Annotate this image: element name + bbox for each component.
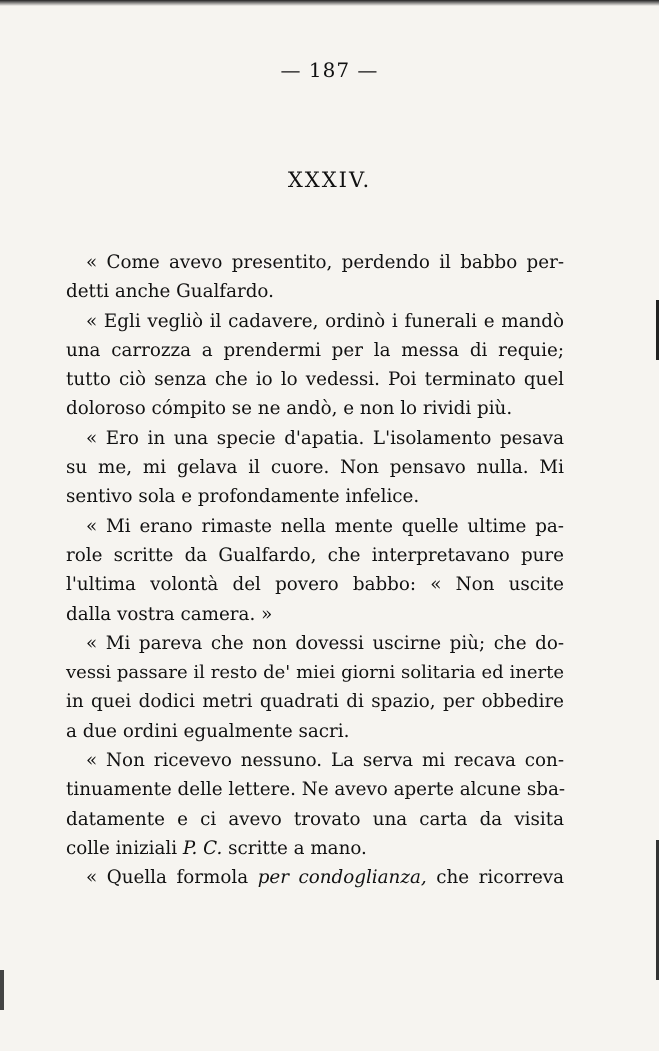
- text-line: su me, mi gelava il cuore. Non pensavo nulla. Mi: [66, 457, 564, 479]
- text-line: tinuamente delle lettere. Ne avevo aperte alcune sba-: [66, 779, 566, 801]
- text-line: « Ero in una specie d'apatia. L'isolamento pesava: [86, 427, 564, 449]
- text-line: dalla vostra camera. »: [66, 603, 273, 625]
- text-line: role scritte da Gualfardo, che interpretavano pure: [66, 544, 564, 566]
- text-line: una carrozza a prendermi per la messa di requie;: [66, 339, 564, 361]
- italic-phrase: per condoglianza,: [257, 867, 427, 889]
- text-line: vessi passare il resto de' miei giorni solitaria ed inerte: [66, 662, 564, 684]
- page-edge-mark: [0, 970, 4, 1010]
- page-top-shadow: [0, 0, 659, 6]
- text-line: [66, 834, 564, 863]
- text-line: [66, 863, 564, 892]
- text-fragment: « Quella formola: [86, 867, 258, 889]
- text-line: in quei dodici metri quadrati di spazio, per obbedire: [66, 691, 564, 713]
- text-fragment: scritte a mano.: [222, 837, 367, 859]
- text-fragment: che ricorreva: [426, 867, 565, 889]
- text-line: tutto ciò senza che io lo vedessi. Poi terminato quel: [66, 369, 564, 391]
- text-line: detti anche Gualfardo.: [66, 281, 274, 303]
- page-number: — 187 —: [280, 58, 379, 82]
- text-fragment: colle iniziali: [66, 837, 183, 859]
- text-line: « Egli vegliò il cadavere, ordinò i funerali e mandò: [86, 310, 564, 332]
- text-line: « Non ricevevo nessuno. La serva mi recava con-: [86, 750, 564, 772]
- text-line: l'ultima volontà del povero babbo: « Non uscite: [66, 574, 564, 596]
- italic-initials: P. C.: [182, 837, 223, 859]
- text-line: sentivo sola e profondamente infelice.: [66, 486, 420, 508]
- body-text: [66, 248, 564, 893]
- text-line: « Come avevo presentito, perdendo il babbo per-: [86, 252, 564, 273]
- text-line: a due ordini egualmente sacri.: [66, 720, 350, 742]
- chapter-title: XXXIV.: [287, 168, 372, 192]
- text-line: « Mi pareva che non dovessi uscirne più; che do-: [86, 632, 564, 654]
- text-line: « Mi erano rimaste nella mente quelle ultime pa-: [86, 515, 564, 537]
- text-line: doloroso cómpito se ne andò, e non lo rividi più.: [66, 398, 513, 420]
- text-line: datamente e ci avevo trovato una carta da visita: [66, 808, 564, 830]
